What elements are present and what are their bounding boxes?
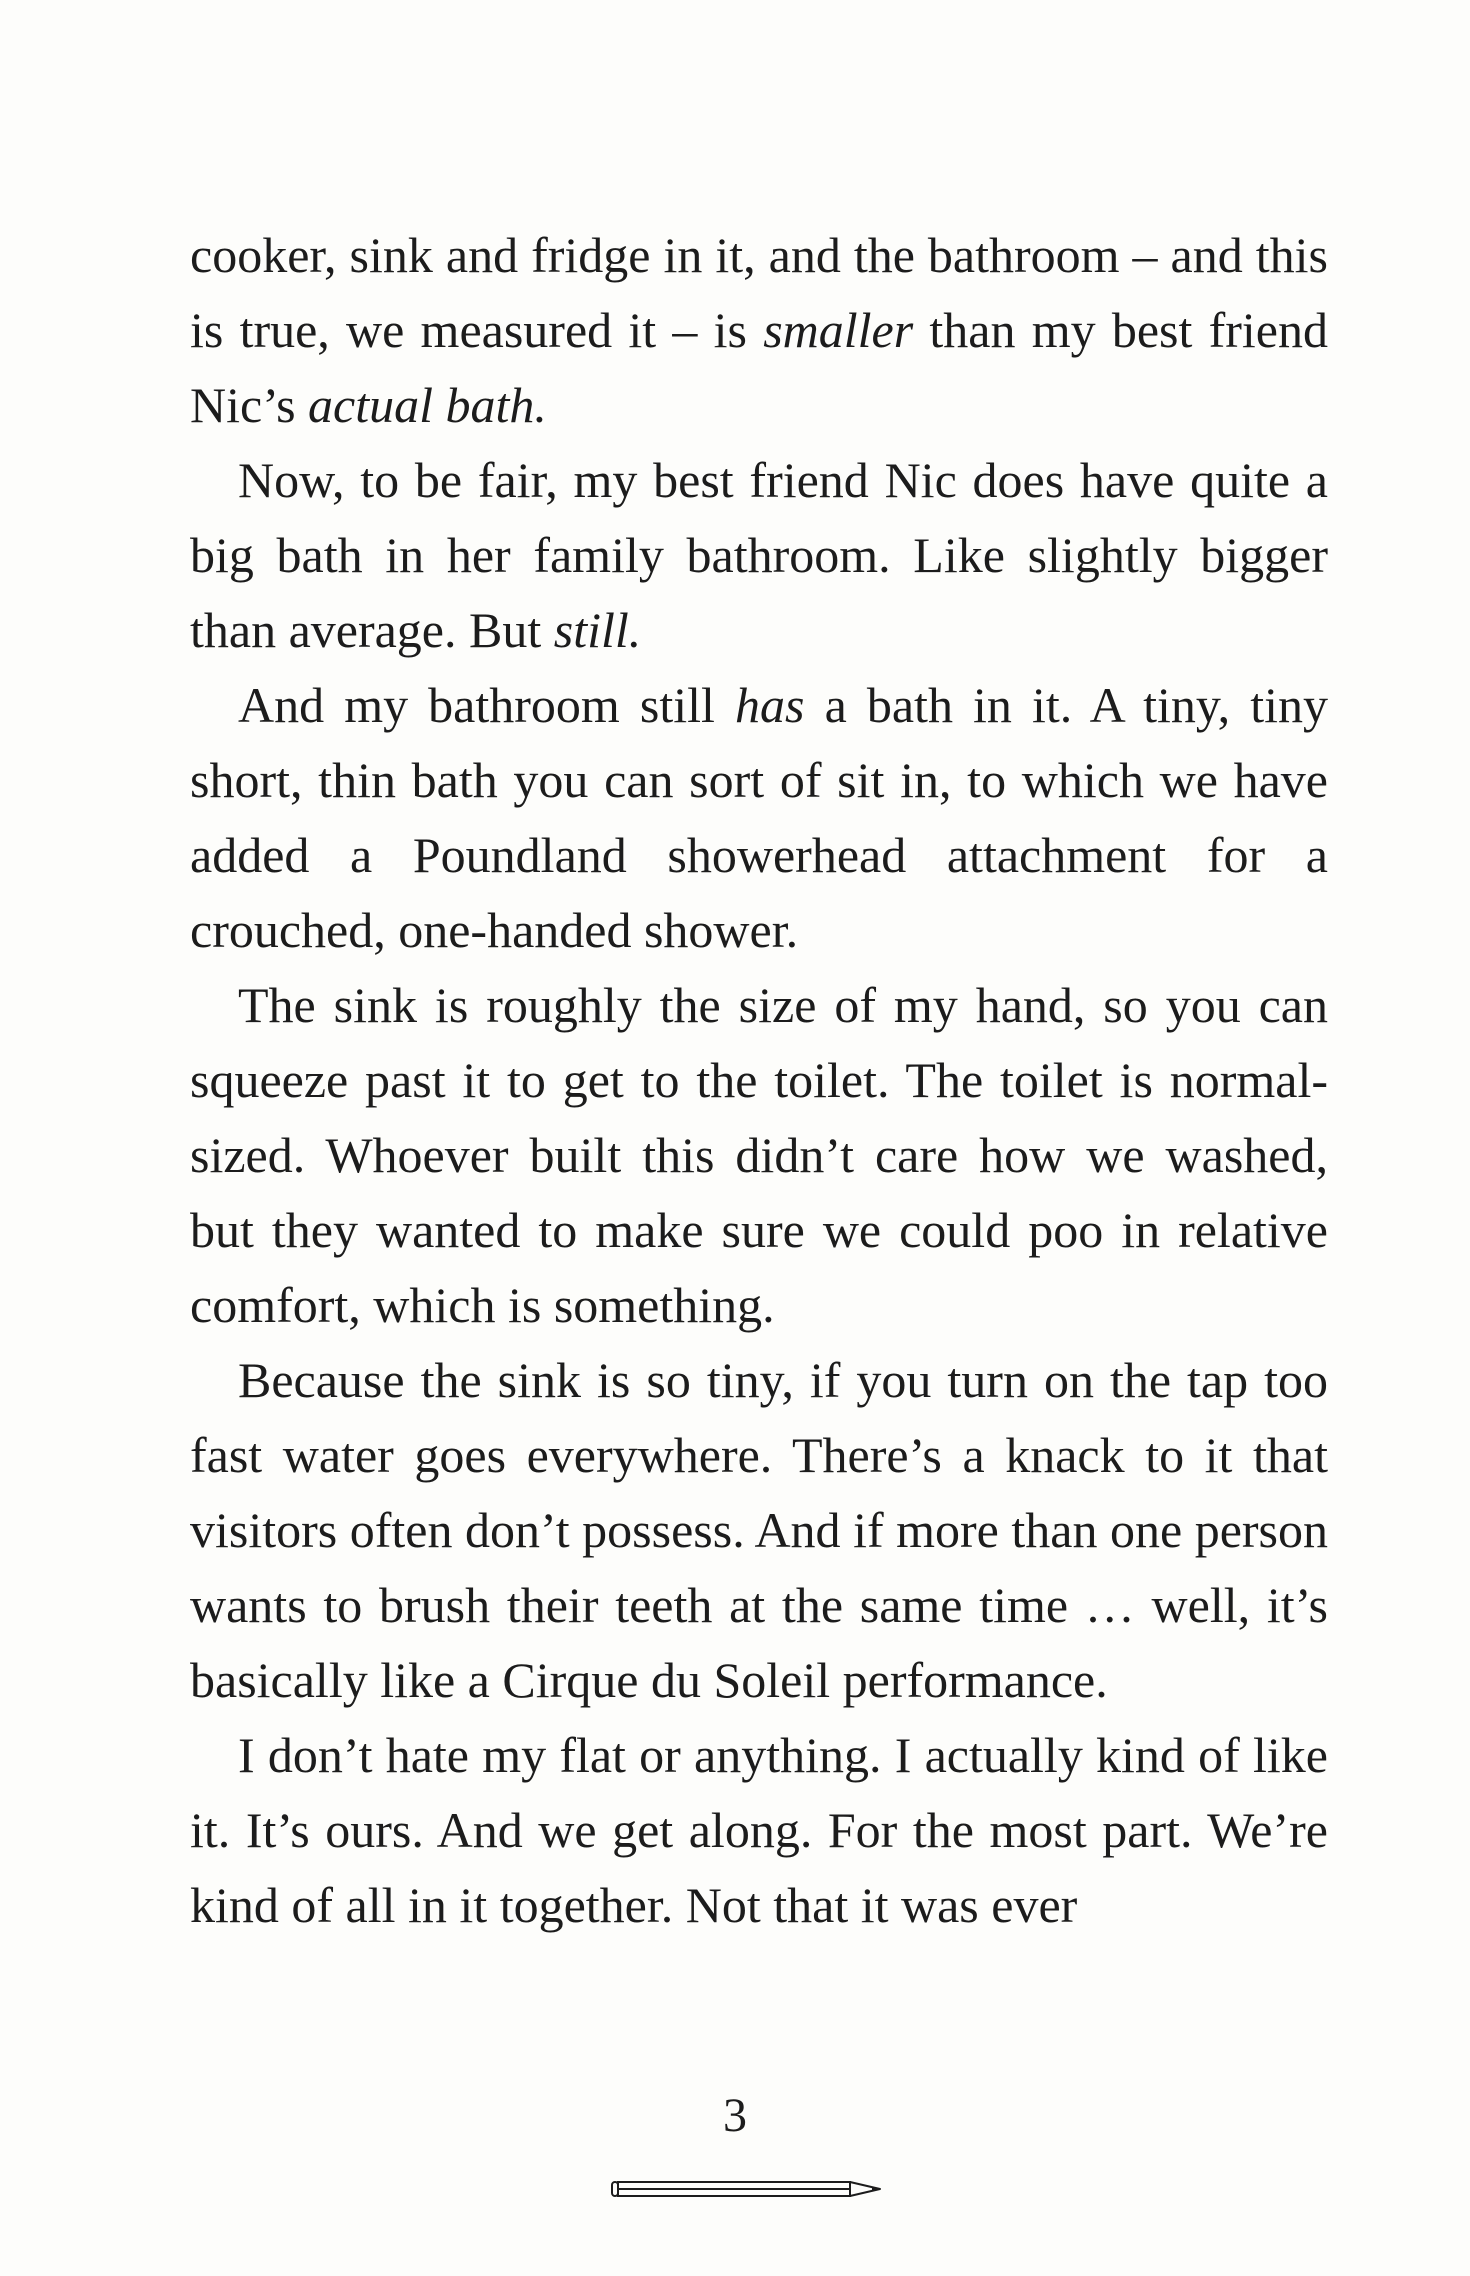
text-segment: a bath in it. A tiny, tiny short, thin bath you can sort of sit in, to which we have added a Poundland showerhead attachment for a crouched, one-handed shower.: [190, 677, 1328, 958]
page-number: 3: [723, 2089, 747, 2142]
italic-segment: smaller: [763, 302, 914, 358]
body-text: [190, 218, 1328, 1943]
italic-segment: has: [735, 677, 805, 733]
text-segment: Now, to be fair, my best friend Nic does have quite a big bath in her family bathroom. Like slightly bigger than average. But: [190, 452, 1328, 658]
text-segment: than my best friend Nic’s: [190, 302, 1328, 433]
text-segment: cooker, sink and fridge in it, and the bathroom – and this is true, we measured it – is: [190, 227, 1328, 358]
text-segment: Because the sink is so tiny, if you turn on the tap too fast water goes everywhere. There’s a knack to it that visitors often don’t possess. And if more than one person wants to brush their teeth at the same time … well, it’s basically like a Cirque du Soleil performance.: [190, 1352, 1328, 1708]
paragraph-4: [190, 968, 1328, 1343]
text-segment: And my bathroom still: [238, 677, 736, 733]
italic-segment: actual bath.: [308, 377, 547, 433]
paragraph-3: [190, 668, 1328, 968]
text-segment: I don’t hate my flat or anything. I actually kind of like it. It’s ours. And we get along. For the most part. We’re kind of all in it together. Not that it was ever: [190, 1727, 1328, 1933]
paragraph-2: [190, 443, 1328, 668]
italic-segment: still.: [553, 602, 642, 658]
paragraph-6: [190, 1718, 1328, 1943]
pencil-icon: [610, 2176, 910, 2202]
paragraph-5: [190, 1343, 1328, 1718]
paragraph-1: [190, 218, 1328, 443]
text-segment: The sink is roughly the size of my hand, so you can squeeze past it to get to the toilet. The toilet is normal-sized. Whoever built this didn’t care how we washed, but they wanted to make sure we could poo in relative comfort, which is something.: [190, 977, 1328, 1333]
